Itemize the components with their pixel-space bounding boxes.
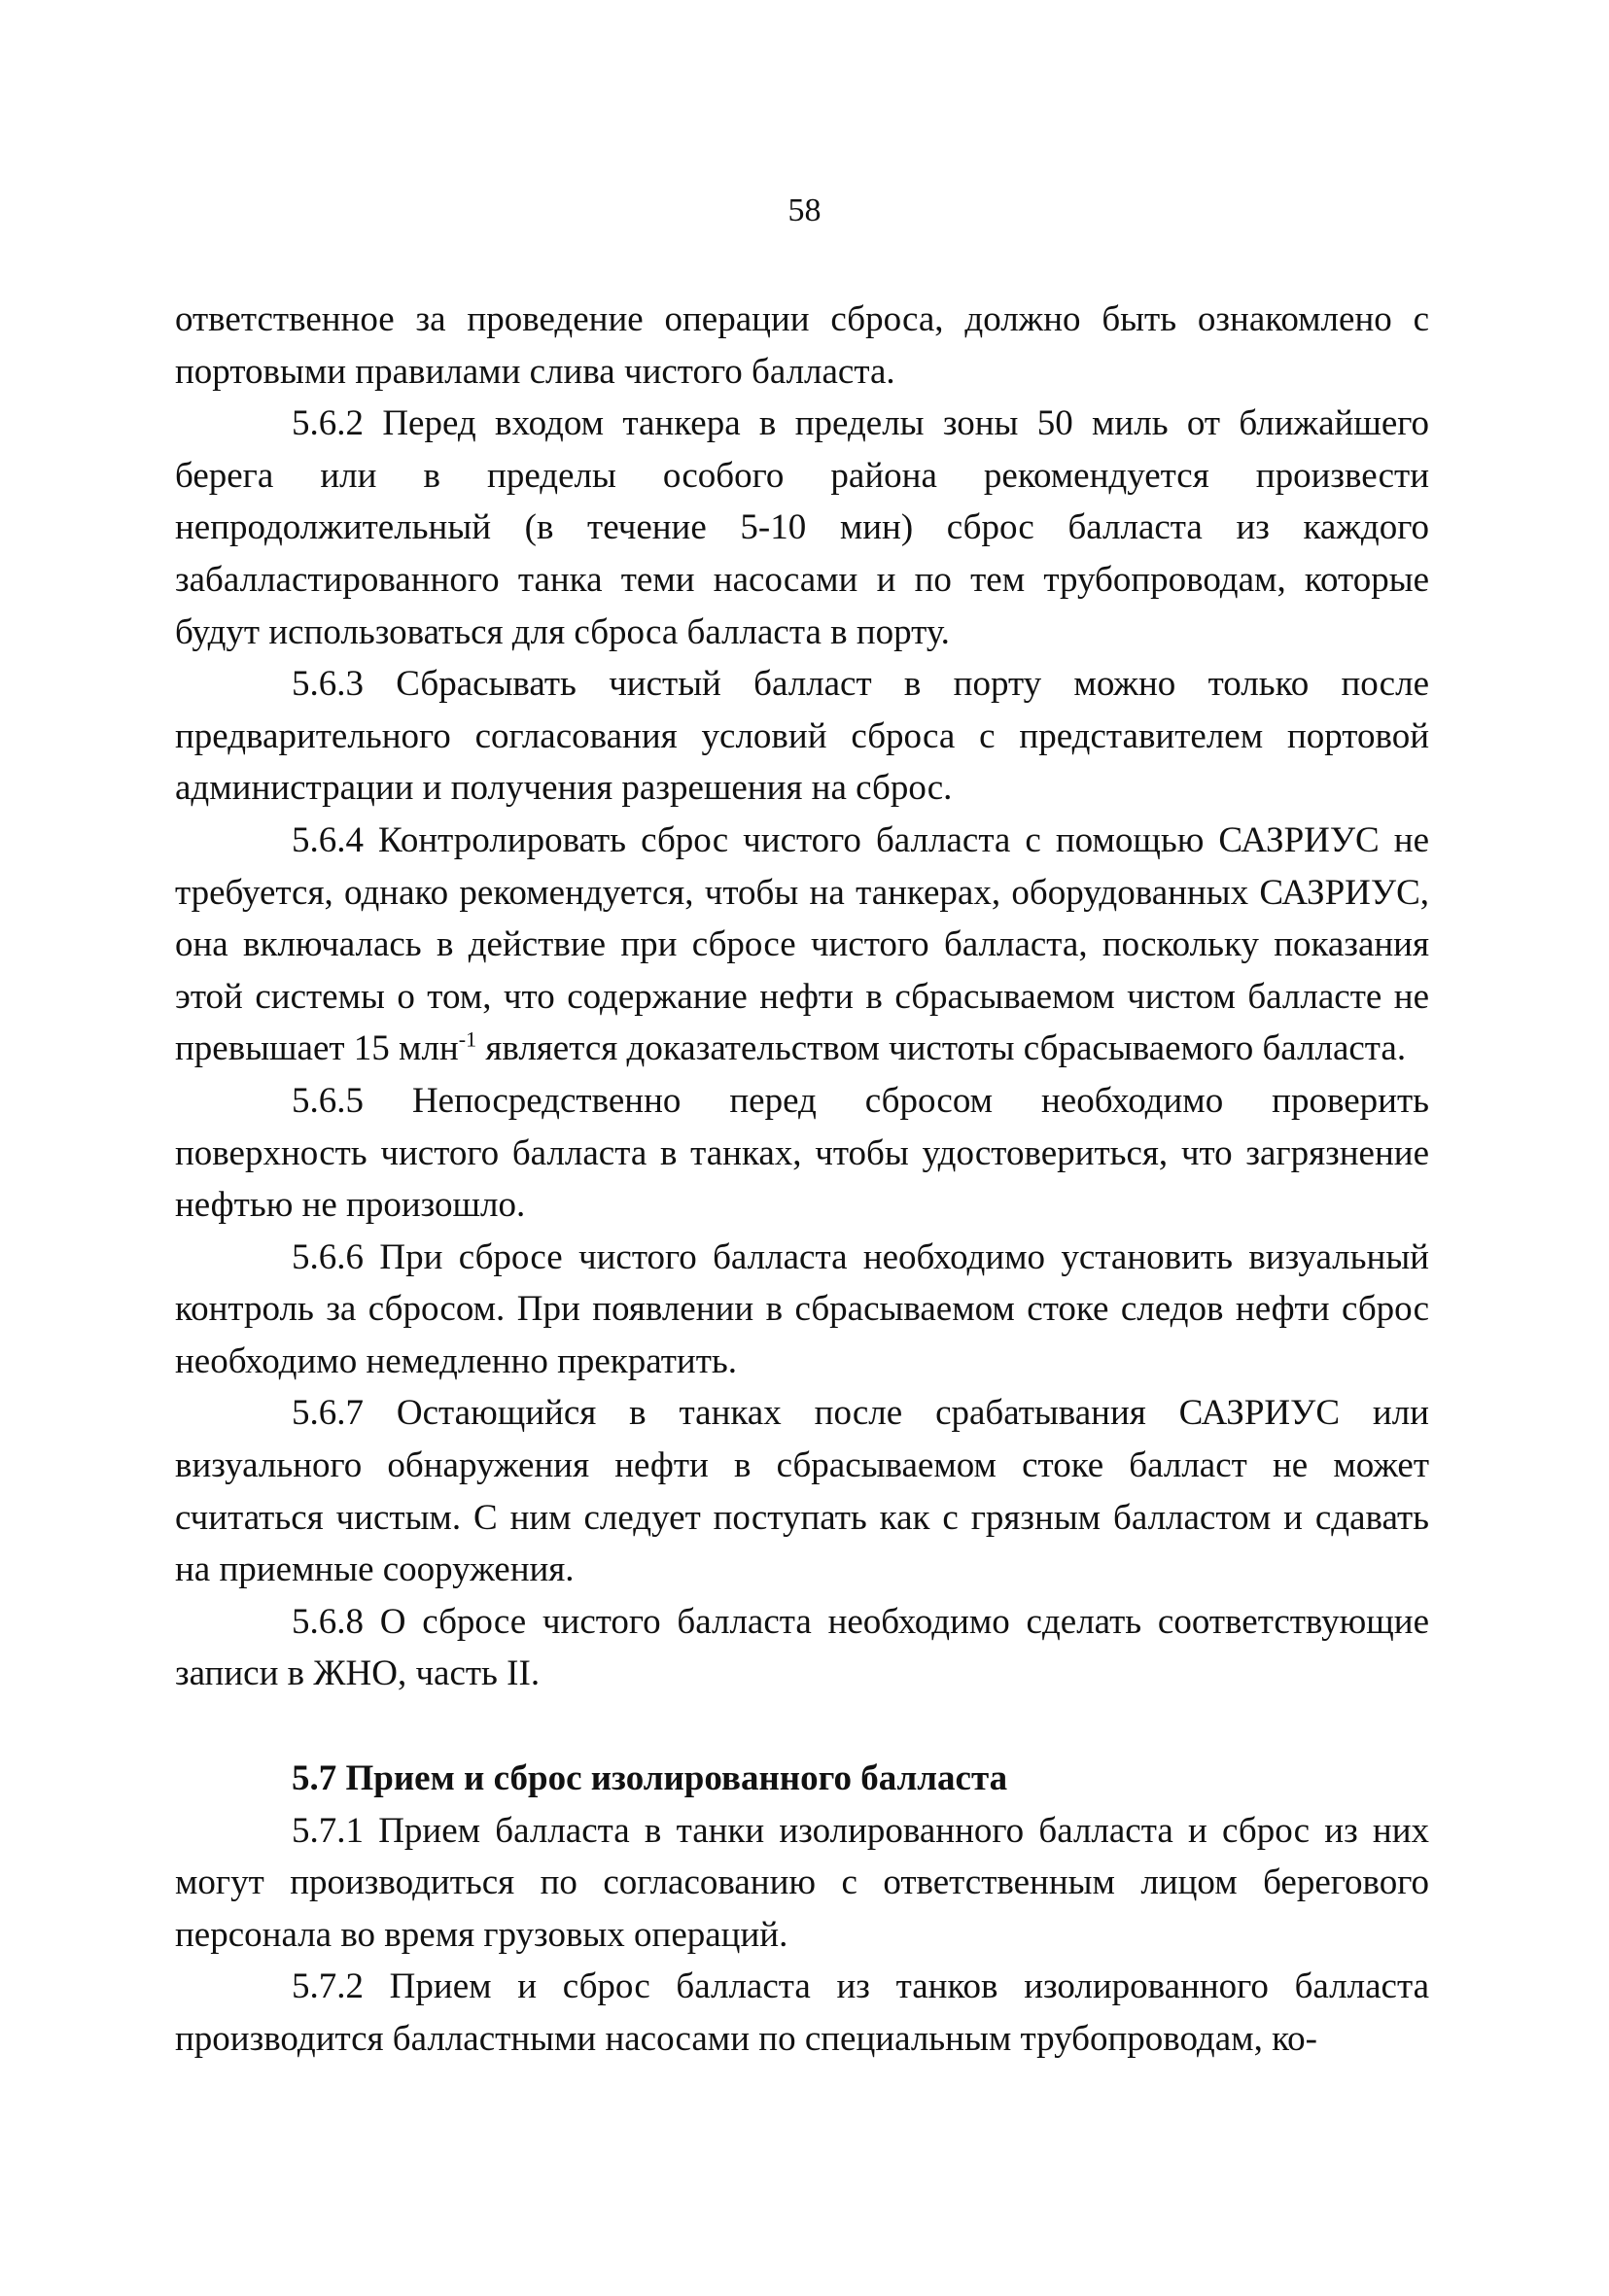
paragraph-5-6-2: 5.6.2 Перед входом танкера в пределы зоны 50 миль от ближайшего берега или в пределы особого района рекомендуется произвести непродолжительный (в течение 5-10 мин) сброс балласта из каждого забалластированного танка теми насосами и по тем трубопроводам, которые будут использоваться для сброса балласта в порту.	[175, 403, 1429, 652]
paragraph-5-6-4-part-b: является доказательством чистоты сбрасываемого балласта.	[476, 1028, 1407, 1069]
paragraph-5-7-1: 5.7.1 Прием балласта в танки изолированного балласта и сброс из них могут производиться по согласованию с ответственным лицом берегового персонала во время грузовых операций.	[175, 1810, 1429, 1955]
page-number: 58	[787, 192, 822, 228]
superscript-exponent: -1	[458, 1026, 477, 1052]
paragraph-5-6-8: 5.6.8 О сбросе чистого балласта необходимо сделать соответствующие записи в ЖНО, часть II.	[175, 1601, 1429, 1694]
paragraph-continued: ответственное за проведение операции сброса, должно быть ознакомлено с портовыми правилами слива чистого балласта.	[175, 299, 1429, 392]
paragraph-5-6-4	[175, 815, 1429, 1075]
section-heading-5-7: 5.7 Прием и сброс изолированного балласта	[292, 1758, 1008, 1799]
body-text	[175, 294, 1429, 2066]
paragraph-5-6-5: 5.6.5 Непосредственно перед сбросом необходимо проверить поверхность чистого балласта в танках, чтобы удостовериться, что загрязнение нефтью не произошло.	[175, 1080, 1429, 1226]
paragraph-5-6-6: 5.6.6 При сбросе чистого балласта необходимо установить визуальный контроль за сбросом. При появлении в сбрасываемом стоке следов нефти сброс необходимо немедленно прекратить.	[175, 1236, 1429, 1381]
paragraph-5-6-3: 5.6.3 Сбрасывать чистый балласт в порту можно только после предварительного согласования условий сброса с представителем портовой администрации и получения разрешения на сброс.	[175, 664, 1429, 809]
paragraph-5-6-4-part-a: 5.6.4 Контролировать сброс чистого балласта с помощью САЗРИУС не требуется, однако рекомендуется, чтобы на танкерах, оборудованных САЗРИУС, она включалась в действие при сбросе чистого балласта, поскольку показания этой системы о том, что содержание нефти в сбрасываемом чистом балласте не превышает 15 млн	[175, 819, 1429, 1069]
paragraph-5-7-2: 5.7.2 Прием и сброс балласта из танков изолированного балласта производится балластными насосами по специальным трубопроводам, ко-	[175, 1966, 1429, 2059]
paragraph-5-6-7: 5.6.7 Остающийся в танках после срабатывания САЗРИУС или визуального обнаружения нефти в сбрасываемом стоке балласт не может считаться чистым. С ним следует поступать как с грязным балластом и сдавать на приемные сооружения.	[175, 1393, 1429, 1590]
